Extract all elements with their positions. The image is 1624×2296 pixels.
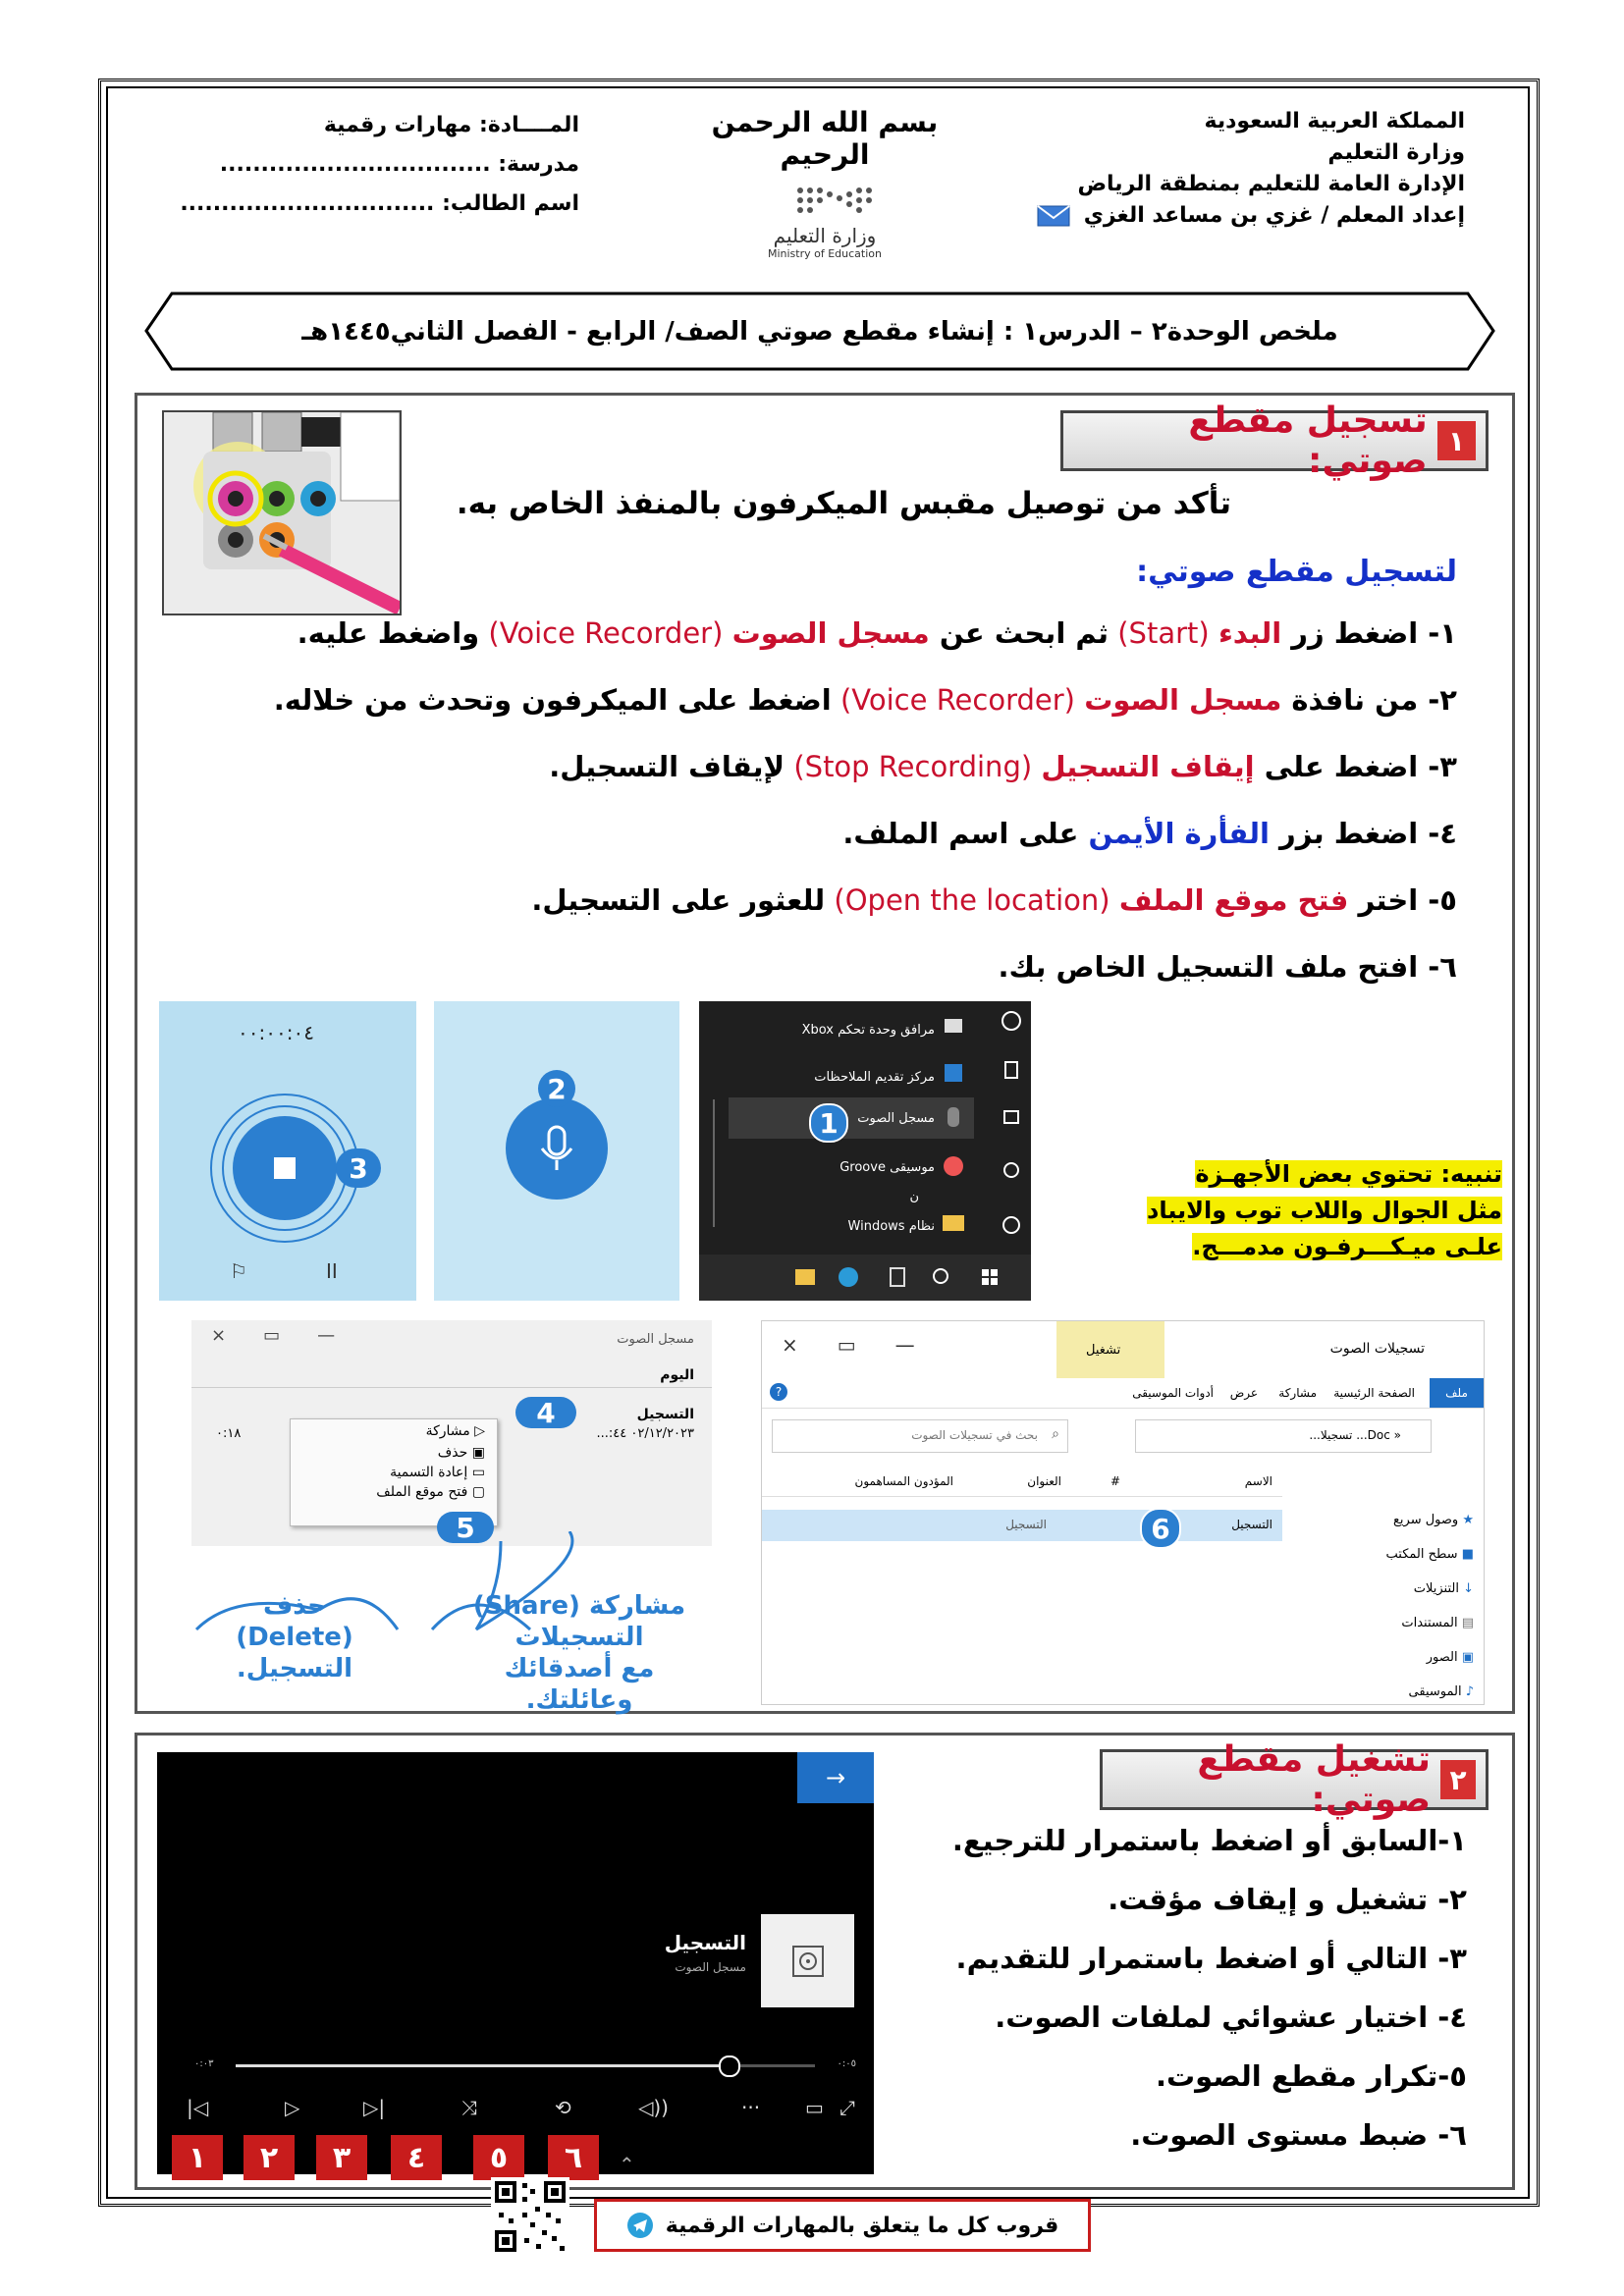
help-icon[interactable]: ? [770, 1383, 787, 1401]
column-title[interactable]: العنوان [1027, 1474, 1061, 1488]
title-banner [142, 290, 1497, 373]
section-title: تسجيل مقطع صوتي: [1188, 400, 1428, 481]
elapsed-time: ٠:٠٣ [194, 2058, 214, 2069]
svg-text:II: II [326, 1259, 338, 1283]
address-path: « Doc... تسجيلا... [1309, 1428, 1401, 1442]
section-recording-heading [1060, 400, 1489, 481]
callout-4: 4 [515, 1397, 576, 1428]
step-6: ٦- افتح ملف التسجيل الخاص بك. [998, 950, 1457, 984]
step-1: ١- اضغط زر البدء (Start) ثم ابحث عن مسجل الصوت (Voice Recorder) واضغط عليه. [297, 616, 1457, 650]
menu-item[interactable]: موسيقى Groove [839, 1160, 935, 1175]
footer-text: قروب كل ما يتعلق بالمهارات الرقمية [665, 2213, 1059, 2238]
search-box[interactable] [772, 1419, 1068, 1453]
header-line: الإدارة العامة للتعليم بمنطقة الرياض [1077, 172, 1465, 196]
search-placeholder: بحث في تسجيلات الصوت [911, 1428, 1038, 1442]
footer-group-link[interactable] [594, 2199, 1091, 2252]
play-step: ٦- ضبط مستوى الصوت. [1130, 2118, 1467, 2152]
mail-icon [1037, 205, 1070, 227]
player-label-3: ٣ [316, 2135, 367, 2180]
window-title: مسجل الصوت [617, 1332, 694, 1347]
feedback-icon [945, 1064, 962, 1082]
seek-thumb[interactable] [719, 2056, 740, 2077]
file-explorer-screenshot [761, 1320, 1485, 1705]
explorer-titlebar [762, 1321, 1484, 1378]
nav-pictures[interactable]: ▣ الصور [1426, 1650, 1474, 1665]
menu-item[interactable]: مرافق وحدة تحكم Xbox [801, 1023, 935, 1038]
callout-3: 3 [336, 1148, 381, 1188]
subtitle: لتسجيل مقطع صوتي: [1136, 555, 1457, 589]
recording-length: ٠:١٨ [216, 1426, 242, 1441]
callout-2: 2 [538, 1070, 575, 1107]
start-menu-screenshot [699, 1001, 1031, 1301]
ribbon [762, 1378, 1484, 1409]
audio-jack-photo [162, 410, 402, 615]
nav-documents[interactable]: ▤ المستندات [1401, 1616, 1474, 1630]
nav-music[interactable]: ♪ الموسيقى [1408, 1684, 1474, 1699]
menu-letter: ن [909, 1190, 919, 1204]
menu-share[interactable]: ▷ مشاركة [425, 1423, 485, 1439]
step-3: ٣- اضغط على إيقاف التسجيل (Stop Recording) لإيقاف التسجيل. [549, 750, 1457, 783]
header-line: وزارة التعليم [1327, 140, 1465, 165]
ribbon-home[interactable]: الصفحة الرئيسية [1333, 1386, 1415, 1400]
context-menu [290, 1418, 498, 1526]
section-playback-heading [1100, 1739, 1489, 1820]
window-controls: ×▭— [211, 1325, 373, 1346]
ribbon-share[interactable]: مشاركة [1278, 1386, 1317, 1400]
address-bar[interactable] [1135, 1419, 1432, 1453]
total-time: ٠:٠٥ [837, 2058, 856, 2069]
header-center [677, 106, 972, 269]
menu-item-voice-recorder[interactable]: مسجل الصوت [857, 1111, 935, 1126]
nav-pane [1307, 1503, 1474, 1705]
menu-open-location[interactable]: ▢ فتح موقع الملف [376, 1484, 485, 1500]
album-art [761, 1914, 854, 2007]
callout-6: 6 [1140, 1508, 1181, 1549]
xbox-icon [945, 1019, 962, 1033]
column-number[interactable]: # [1110, 1474, 1120, 1488]
header-left [137, 106, 579, 224]
ministry-logo [751, 181, 898, 269]
nav-downloads[interactable]: ↓ التنزيلات [1413, 1581, 1474, 1596]
fullscreen-icon[interactable]: ⤢ [839, 2096, 855, 2119]
intro-text: تأكد من توصيل مقبس الميكرفون بالمنفذ الخاص به. [456, 486, 1231, 521]
recordings-list-screenshot [191, 1320, 712, 1546]
folder-icon [943, 1215, 964, 1231]
speaker-icon [790, 1944, 826, 1979]
file-row[interactable] [762, 1510, 1282, 1541]
warning-line: مثل الجوال واللاب توب والايباد [1147, 1197, 1502, 1224]
ministry-name-ar: وزارة التعليم [773, 224, 877, 247]
column-headers [762, 1468, 1282, 1497]
stop-recording-icon [159, 1001, 416, 1301]
ribbon-view[interactable]: عرض [1229, 1386, 1258, 1400]
share-note: مشاركة (Share) التسجيلات مع أصدقائك وعائلتك. [472, 1591, 686, 1715]
play-step: ٥-تكرار مقطع الصوت. [1156, 2059, 1467, 2093]
taskbar-icons [699, 1255, 1031, 1301]
qr-code-icon [491, 2177, 569, 2256]
recorder-timer: ٠٠:٠٠:٠٤ [238, 1021, 314, 1044]
volume-icon[interactable]: ◁)) [638, 2096, 669, 2119]
callout-1: 1 [809, 1103, 848, 1143]
microphone-icon [434, 1001, 679, 1301]
player-label-4: ٤ [391, 2135, 442, 2180]
column-contributors[interactable]: المؤدون المساهمون [854, 1474, 953, 1488]
track-title: التسجيل [664, 1931, 746, 1954]
header-right [974, 106, 1465, 232]
seek-bar[interactable] [236, 2064, 815, 2067]
miniplayer-icon[interactable]: ▭ [805, 2096, 824, 2119]
menu-item[interactable]: نظام Windows [847, 1219, 935, 1234]
shuffle-icon[interactable]: ⤨ [461, 2096, 477, 2119]
student-name-line: اسم الطالب: ............................... [180, 191, 579, 216]
start-sidebar [992, 1001, 1031, 1255]
warning-line: تنبيه: تحتوي بعض الأجهـزة [1195, 1160, 1502, 1188]
subject-line: المــــادة: مهارات رقمية [323, 113, 579, 137]
recorder-stop-screenshot [159, 1001, 416, 1301]
track-app: مسجل الصوت [675, 1960, 746, 1974]
seek-bar-fill [236, 2064, 729, 2067]
file-name: التسجيل [1231, 1518, 1272, 1531]
play-step: ١-السابق أو اضغط باستمرار للترجيع. [951, 1824, 1467, 1857]
section-title: تشغيل مقطع صوتي: [1197, 1739, 1432, 1820]
play-step: ٢- تشغيل و إيقاف مؤقت. [1108, 1883, 1467, 1916]
previous-icon[interactable]: |◁ [187, 2096, 209, 2119]
ribbon-music-tools[interactable]: أدوات الموسيقى [1132, 1386, 1214, 1400]
media-player-screenshot [157, 1752, 874, 2174]
step-2: ٢- من نافذة مسجل الصوت (Voice Recorder) اضغط على الميكرفون وتحدث من خلاله. [273, 683, 1457, 717]
next-icon[interactable]: ▷| [363, 2096, 386, 2119]
warning-line: علـى ميـكـــرفـون مدمـــج. [1192, 1233, 1502, 1260]
menu-delete[interactable]: ▣ حذف [437, 1445, 485, 1461]
repeat-icon[interactable]: ⟲ [555, 2096, 571, 2119]
taskbar [699, 1255, 1031, 1301]
player-label-2: ٢ [244, 2135, 295, 2180]
nav-quick-access[interactable]: ★ وصول سريع [1392, 1513, 1474, 1527]
ministry-name-en: Ministry of Education [767, 247, 882, 260]
callout-5: 5 [437, 1512, 494, 1543]
play-tab[interactable]: تشغيل [1086, 1343, 1121, 1358]
warning-note [1110, 1156, 1502, 1265]
divider [191, 1387, 712, 1388]
ribbon-file[interactable]: ملف [1430, 1378, 1484, 1408]
svg-text:⚐: ⚐ [230, 1259, 247, 1283]
step-5: ٥- اختر فتح موقع الملف (Open the location) للعثور على التسجيل. [531, 883, 1457, 917]
player-label-5: ٥ [473, 2135, 524, 2180]
telegram-icon [626, 2212, 654, 2239]
player-label-1: ١ [172, 2135, 223, 2180]
section-number: ٢ [1440, 1760, 1476, 1799]
player-label-6: ٦ [548, 2135, 599, 2180]
menu-rename[interactable]: ▭ إعادة التسمية [390, 1465, 485, 1480]
menu-item[interactable]: مركز تقديم الملاحظات [814, 1070, 935, 1085]
explorer-title: تسجيلات الصوت [1329, 1341, 1425, 1357]
groove-icon [944, 1156, 963, 1176]
recorder-mic-screenshot [434, 1001, 679, 1301]
page-title: ملخص الوحدة٢ – الدرس١ : إنشاء مقطع صوتي الصف/ الرابع - الفصل الثاني١٤٤٥هـ [301, 316, 1338, 347]
audio-ports-icon [164, 412, 400, 614]
nav-desktop[interactable]: ■ سطح المكتب [1385, 1547, 1474, 1562]
basmala: بسم الله الرحمن الرحيم [711, 106, 939, 171]
more-icon[interactable]: ··· [741, 2096, 761, 2119]
step-4: ٤- اضغط بزر الفأرة الأيمن على اسم الملف. [842, 817, 1457, 850]
play-step: ٤- اختيار عشوائي لملفات الصوت. [995, 2001, 1467, 2034]
today-label: اليوم [660, 1367, 694, 1383]
school-line: مدرسة: ................................. [219, 152, 579, 177]
column-name[interactable]: الاسم [1244, 1474, 1272, 1488]
recording-name[interactable]: التسجيل [636, 1407, 694, 1422]
delete-note: حذف (Delete) التسجيل. [236, 1591, 353, 1683]
chevron-up-icon[interactable]: ⌃ [619, 2153, 635, 2174]
window-controls: ×▭— [782, 1333, 954, 1357]
header-line: إعداد المعلم / غزي بن مساعد الغزي [974, 200, 1465, 232]
play-icon[interactable]: ▷ [285, 2096, 300, 2119]
ministry-logo-mark [751, 181, 898, 220]
play-step: ٣- التالي أو اضغط باستمرار للتقديم. [955, 1942, 1467, 1975]
recording-date: ٠٢/١٢/٢٠٢٣ ٤٤:... [596, 1426, 694, 1441]
header-line: المملكة العربية السعودية [1204, 109, 1465, 133]
file-title: التسجيل [1005, 1518, 1047, 1531]
voice-recorder-icon [947, 1107, 959, 1127]
arrow-right-icon[interactable]: → [797, 1752, 874, 1803]
section-number: ١ [1437, 421, 1476, 460]
search-icon: ⌕ [1052, 1426, 1059, 1442]
